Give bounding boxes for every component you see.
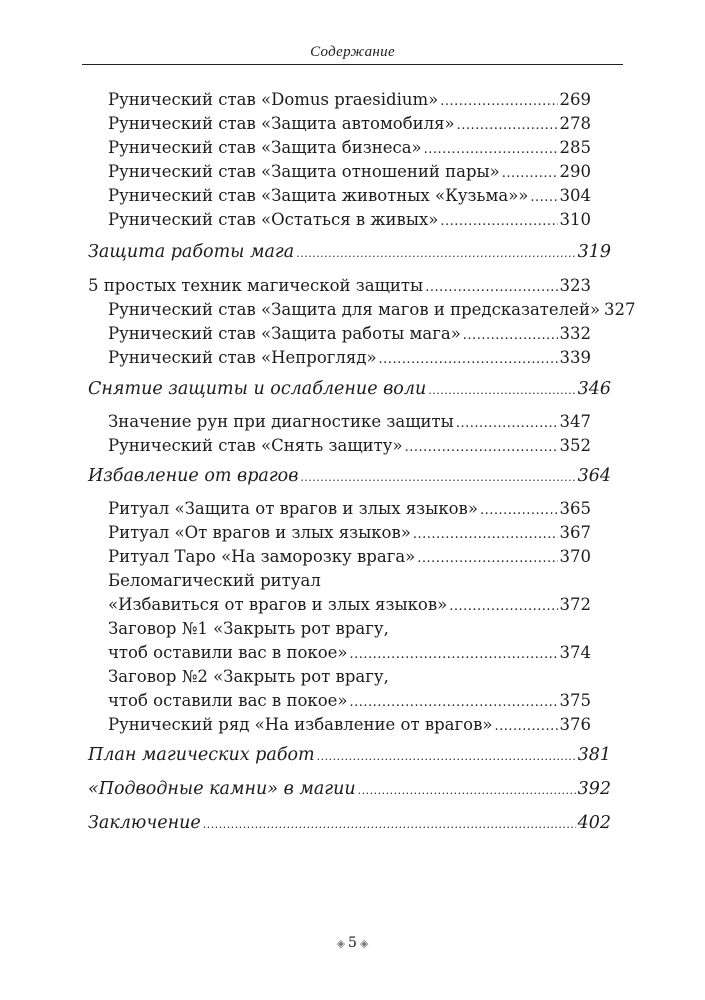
leader-dots	[300, 466, 575, 490]
leader-dots	[530, 186, 557, 210]
header-rule	[82, 64, 623, 65]
toc-entry-title: Рунический став «Защита работы мага»	[108, 324, 461, 343]
page-number: 5	[348, 935, 357, 951]
toc-entry-page: 352	[559, 436, 591, 455]
toc-entry[interactable]	[108, 346, 591, 370]
toc-entry[interactable]	[108, 593, 591, 617]
toc-entry-title: Рунический став «Защита автомобиля»	[108, 114, 455, 133]
leader-dots	[405, 436, 558, 460]
leader-dots	[440, 90, 557, 114]
toc-entry-title: Рунический став «Защита бизнеса»	[108, 138, 422, 157]
running-head-title: Содержание	[310, 44, 395, 60]
toc-entry-title: Рунический ряд «На избавление от врагов»	[108, 715, 493, 734]
leader-dots	[349, 691, 557, 715]
toc-entry-page: 347	[559, 412, 591, 431]
toc-entry[interactable]	[108, 88, 591, 112]
toc-section[interactable]	[88, 240, 611, 264]
leader-dots	[413, 523, 558, 547]
toc-section-title: Снятие защиты и ослабление воли	[88, 379, 427, 399]
toc-section-page: 364	[577, 466, 611, 486]
toc-entry-title: Рунический став «Защита для магов и предсказателей»	[108, 300, 601, 319]
toc-entry-title: Рунический став «Защита отношений пары»	[108, 162, 500, 181]
leader-dots	[379, 348, 558, 372]
toc-entry-title: чтоб оставили вас в покое»	[108, 643, 348, 662]
toc-entry[interactable]	[108, 689, 591, 713]
toc-entry[interactable]	[108, 545, 591, 569]
toc-entry-page: 278	[559, 114, 591, 133]
toc-entry-title: «Избавиться от врагов и злых языков»	[108, 595, 448, 614]
leader-dots	[457, 114, 558, 138]
toc-entry[interactable]	[108, 497, 591, 521]
ornament-right-icon: ◈	[359, 937, 369, 950]
leader-dots	[317, 745, 576, 769]
toc-section-title: Заключение	[88, 813, 201, 833]
leader-dots	[203, 813, 576, 837]
toc-entry-page: 290	[559, 162, 591, 181]
leader-dots	[349, 643, 557, 667]
toc-entry-page: 323	[559, 276, 591, 295]
toc-entry-title: Ритуал Таро «На заморозку врага»	[108, 547, 416, 566]
toc-entry[interactable]	[108, 298, 636, 322]
toc-entry[interactable]	[108, 410, 591, 434]
toc-entry[interactable]	[108, 434, 591, 458]
toc-entry[interactable]	[108, 641, 591, 665]
toc-entry-page: 374	[559, 643, 591, 662]
toc-entry-page: 285	[559, 138, 591, 157]
leader-dots	[358, 779, 576, 803]
toc-entry-title: Рунический став «Остаться в живых»	[108, 210, 439, 229]
leader-dots	[449, 595, 557, 619]
leader-dots	[440, 210, 557, 234]
leader-dots	[296, 242, 575, 266]
toc-entry-title-line1: Заговор №1 «Закрыть рот врагу,	[108, 619, 389, 638]
leader-dots	[480, 499, 558, 523]
toc-section[interactable]	[88, 464, 611, 488]
toc-section[interactable]	[88, 377, 611, 401]
ornament-left-icon: ◈	[336, 937, 346, 950]
toc-entry-page: 269	[559, 90, 591, 109]
toc-entry-title: Значение рун при диагностике защиты	[108, 412, 454, 431]
toc-section-title: «Подводные камни» в магии	[88, 779, 356, 799]
leader-dots	[463, 324, 558, 348]
toc-entry[interactable]	[108, 713, 591, 737]
toc-entry-page: 365	[559, 499, 591, 518]
toc-entry-page: 370	[559, 547, 591, 566]
toc-section-title: Защита работы мага	[88, 242, 295, 262]
leader-dots	[424, 138, 558, 162]
toc-entry-title: Ритуал «От врагов и злых языков»	[108, 523, 411, 542]
leader-dots	[417, 547, 557, 571]
leader-dots	[425, 276, 557, 300]
toc-entry[interactable]	[108, 521, 591, 545]
toc-entry-page: 339	[559, 348, 591, 367]
toc-section-page: 402	[577, 813, 611, 833]
toc-entry-page: 375	[559, 691, 591, 710]
toc-entry-page: 304	[559, 186, 591, 205]
toc-entry-page: 310	[559, 210, 591, 229]
toc-section-title: План магических работ	[88, 745, 315, 765]
toc-entry-page: 376	[559, 715, 591, 734]
toc-entry[interactable]	[108, 184, 591, 208]
toc-section[interactable]	[88, 743, 611, 767]
toc-section-title: Избавление от врагов	[88, 466, 299, 486]
toc-entry-page: 332	[559, 324, 591, 343]
toc-entry-page: 327	[604, 300, 636, 319]
toc-entry[interactable]	[108, 112, 591, 136]
toc-section[interactable]	[88, 777, 611, 801]
toc-entry-title: Рунический став «Domus praesidium»	[108, 90, 439, 109]
toc-section-page: 381	[577, 745, 611, 765]
leader-dots	[494, 715, 557, 739]
toc-entry[interactable]	[108, 160, 591, 184]
toc-section-page: 346	[577, 379, 611, 399]
toc-entry-page: 372	[559, 595, 591, 614]
toc-section-page: 392	[577, 779, 611, 799]
toc-entry-title: Рунический став «Защита животных «Кузьма»»	[108, 186, 529, 205]
leader-dots	[502, 162, 558, 186]
toc-entry-page: 367	[559, 523, 591, 542]
toc-entry-title-line1: Беломагический ритуал	[108, 571, 321, 590]
toc-section[interactable]	[88, 811, 611, 835]
toc-entry[interactable]	[108, 208, 591, 232]
toc-entry-title: Рунический став «Непрогляд»	[108, 348, 377, 367]
toc-section-page: 319	[577, 242, 611, 262]
page-footer	[0, 935, 705, 951]
toc-entry-title-line1: Заговор №2 «Закрыть рот врагу,	[108, 667, 389, 686]
toc-entry-title: Рунический став «Снять защиту»	[108, 436, 403, 455]
toc-entry[interactable]	[108, 136, 591, 160]
toc-entry-title: Ритуал «Защита от врагов и злых языков»	[108, 499, 478, 518]
toc-entry[interactable]	[88, 274, 591, 298]
leader-dots	[428, 379, 575, 403]
toc-entry[interactable]	[108, 322, 591, 346]
leader-dots	[456, 412, 558, 436]
toc-entry-title: 5 простых техник магической защиты	[88, 276, 424, 295]
toc-entry-title: чтоб оставили вас в покое»	[108, 691, 348, 710]
